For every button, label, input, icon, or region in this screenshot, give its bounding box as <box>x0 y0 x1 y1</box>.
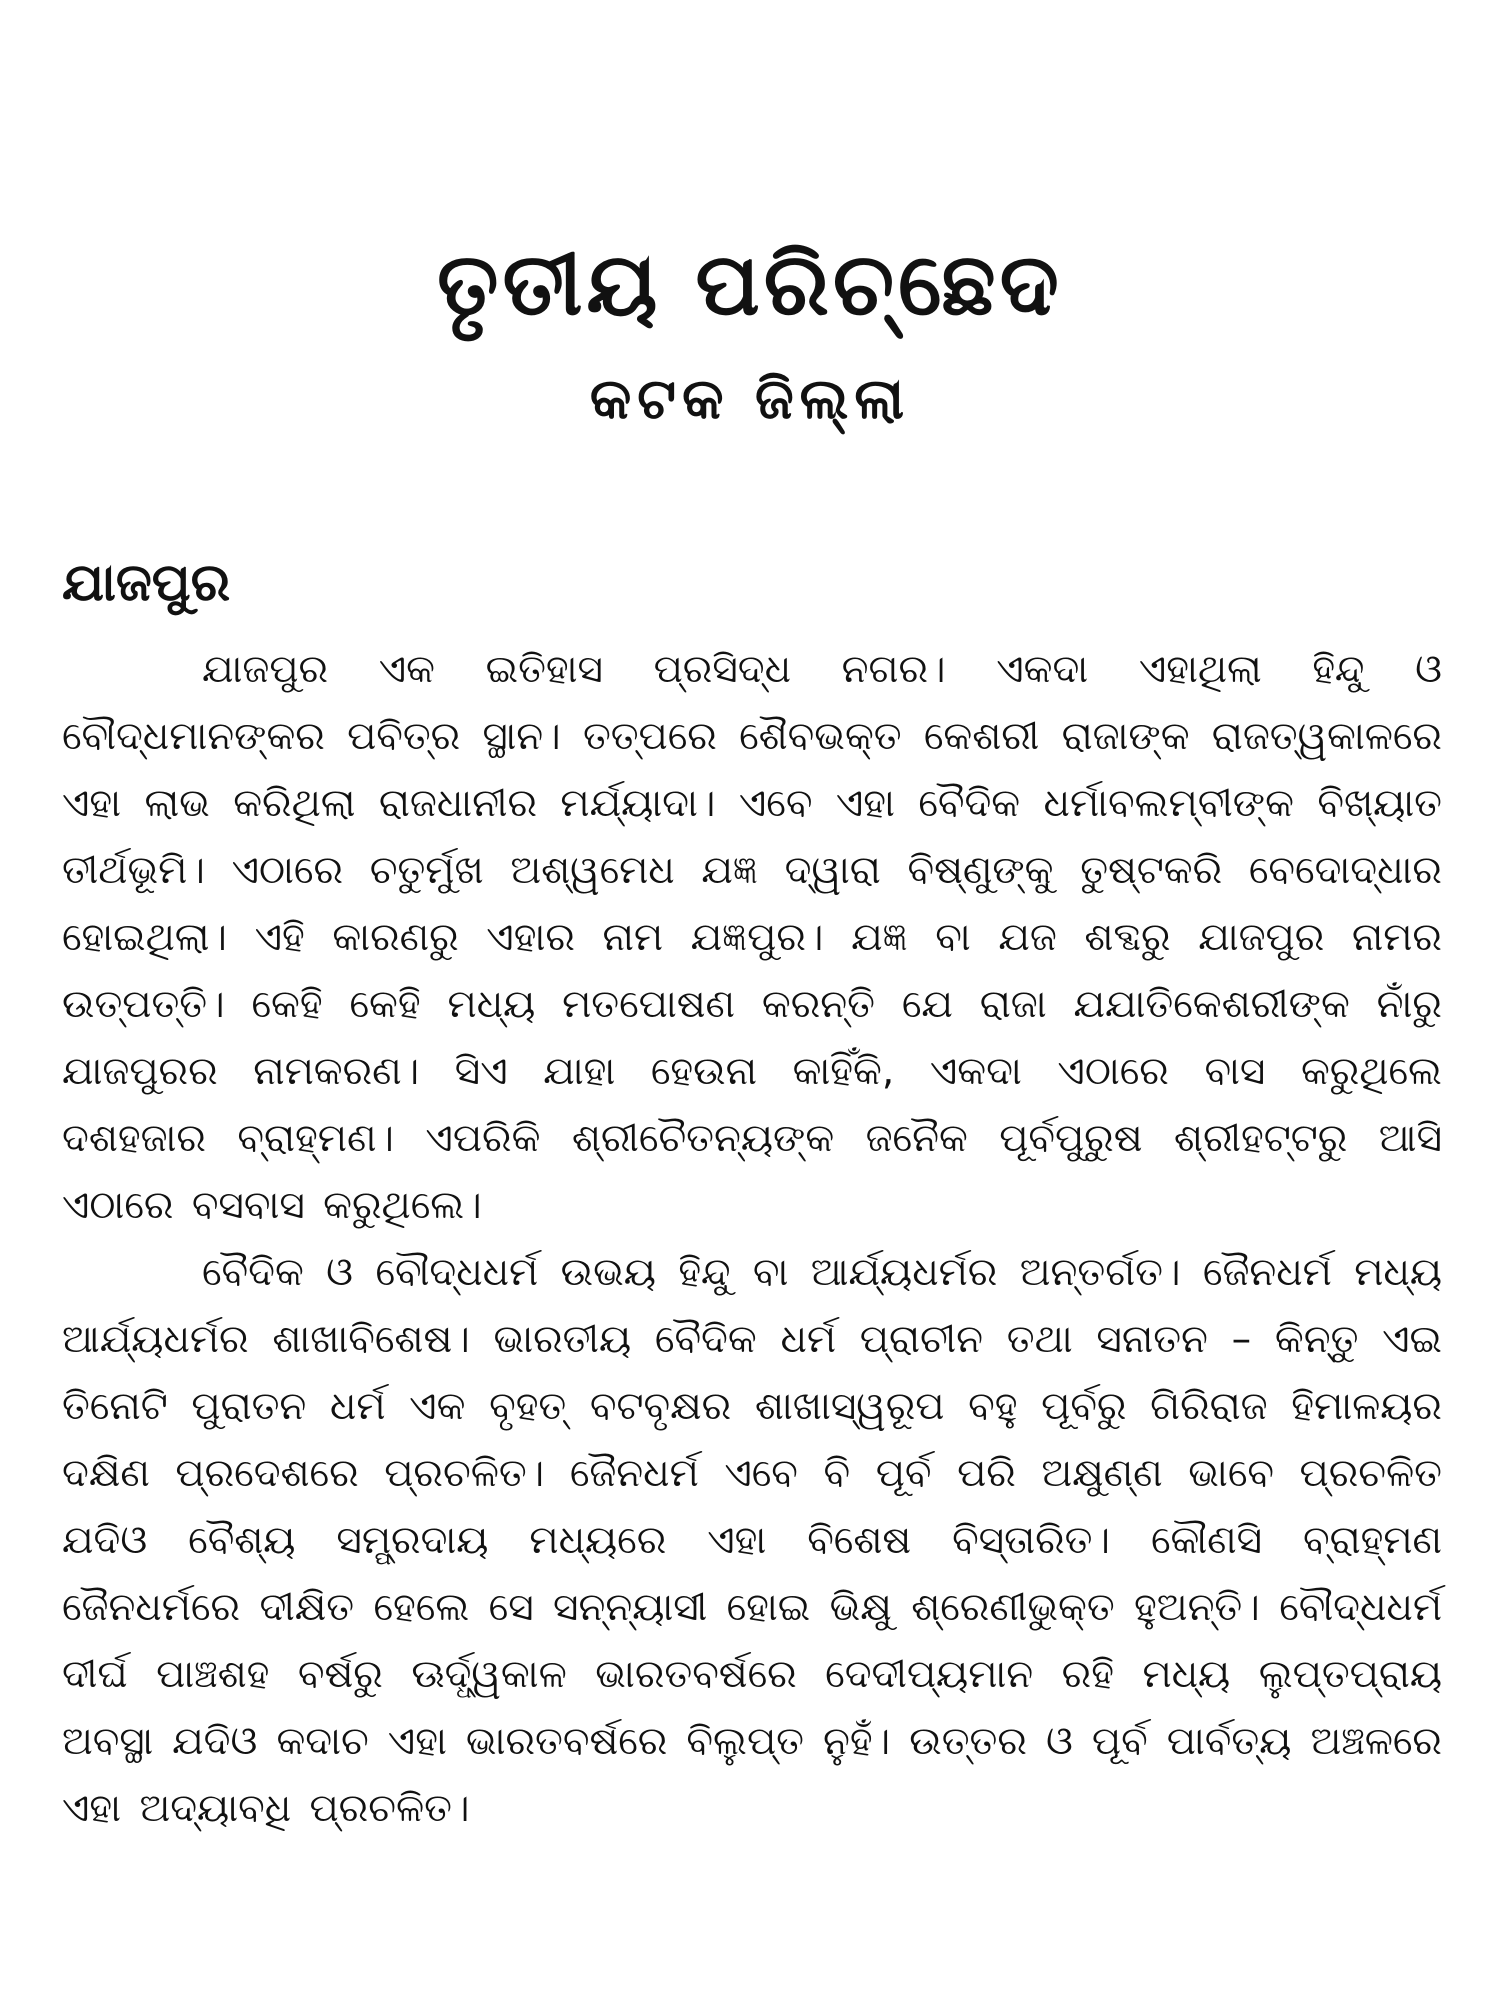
chapter-subtitle: କଟକ ଜିଲ୍ଲା <box>589 367 911 432</box>
paragraph: ଯାଜପୁର ଏକ ଇତିହାସ ପ୍ରସିଦ୍ଧ ନଗର। ଏକଦା ଏହାଥିଲା ହିନ୍ଦୁ ଓ ବୌଦ୍ଧମାନଙ୍କର ପବିତ୍ର ସ୍ଥାନ। ତତ୍ପରେ ଶୈବଭକ୍ତ କେଶରୀ ରାଜାଙ୍କ ରାଜତ୍ୱକାଳରେ ଏହା ଲାଭ କରିଥିଲା ରାଜଧାନୀର ମର୍ଯ୍ୟାଦା। ଏବେ ଏହା ବୈଦିକ ଧର୍ମାବଲମ୍ବୀଙ୍କ ବିଖ୍ୟାତ ତୀର୍ଥଭୂମି। ଏଠାରେ ଚତୁର୍ମୁଖ ଅଶ୍ୱମେଧ ଯଜ୍ଞ ଦ୍ୱାରା ବିଷ୍ଣୁଙ୍କୁ ତୁଷ୍ଟକରି ବେଦୋଦ୍ଧାର ହୋଇଥିଲା। ଏହି କାରଣରୁ ଏହାର ନାମ ଯଜ୍ଞପୁର। ଯଜ୍ଞ ବା ଯଜ ଶବ୍ଦରୁ ଯାଜପୁର ନାମର ଉତ୍ପତ୍ତି। କେହି କେହି ମଧ୍ୟ ମତପୋଷଣ କରନ୍ତି ଯେ ରାଜା ଯଯାତିକେଶରୀଙ୍କ ନାଁରୁ ଯାଜପୁରର ନାମକରଣ। ସିଏ ଯାହା ହେଉନା କାହିଁକି, ଏକଦା ଏଠାରେ ବାସ କରୁଥିଲେ ଦଶହଜାର ବ୍ରାହ୍ମଣ। ଏପରିକି ଶ୍ରୀଚୈତନ୍ୟଙ୍କ ଜନୈକ ପୂର୍ବପୁରୁଷ ଶ୍ରୀହଟ୍ଟରୁ ଆସି ଏଠାରେ ବସବାସ କରୁଥିଲେ। <box>62 647 1442 1228</box>
body-text <box>62 636 1442 1842</box>
chapter-title: ତୃତୀୟ ପରିଚ୍ଛେଦ <box>437 235 1063 335</box>
paragraph: ବୈଦିକ ଓ ବୌଦ୍ଧଧର୍ମ ଉଭୟ ହିନ୍ଦୁ ବା ଆର୍ଯ୍ୟଧର୍ମର ଅନ୍ତର୍ଗତ। ଜୈନଧର୍ମ ମଧ୍ୟ ଆର୍ଯ୍ୟଧର୍ମର ଶାଖାବିଶେଷ। ଭାରତୀୟ ବୈଦିକ ଧର୍ମ ପ୍ରାଚୀନ ତଥା ସନାତନ – କିନ୍ତୁ ଏଇ ତିନୋଟି ପୁରାତନ ଧର୍ମ ଏକ ବୃହତ୍ ବଟବୃକ୍ଷର ଶାଖାସ୍ୱରୂପ ବହୁ ପୂର୍ବରୁ ଗିରିରାଜ ହିମାଳୟର ଦକ୍ଷିଣ ପ୍ରଦେଶରେ ପ୍ରଚଳିତ। ଜୈନଧର୍ମ ଏବେ ବି ପୂର୍ବ ପରି ଅକ୍ଷୁଣ୍ଣ ଭାବେ ପ୍ରଚଳିତ ଯଦିଓ ବୈଶ୍ୟ ସମ୍ପ୍ରଦାୟ ମଧ୍ୟରେ ଏହା ବିଶେଷ ବିସ୍ତାରିତ। କୌଣସି ବ୍ରାହ୍ମଣ ଜୈନଧର୍ମରେ ଦୀକ୍ଷିତ ହେଲେ ସେ ସନ୍ନ୍ୟାସୀ ହୋଇ ଭିକ୍ଷୁ ଶ୍ରେଣୀଭୁକ୍ତ ହୁଅନ୍ତି। ବୌଦ୍ଧଧର୍ମ ଦୀର୍ଘ ପାଞ୍ଚଶହ ବର୍ଷରୁ ଊର୍ଦ୍ଧ୍ୱକାଳ ଭାରତବର୍ଷରେ ଦେଦୀପ୍ୟମାନ ରହି ମଧ୍ୟ ଲୁପ୍ତପ୍ରାୟ ଅବସ୍ଥା ଯଦିଓ କଦାଚ ଏହା ଭାରତବର୍ଷରେ ବିଲୁପ୍ତ ନୁହଁ। ଉତ୍ତର ଓ ପୂର୍ବ ପାର୍ବତ୍ୟ ଅଞ୍ଚଳରେ ଏହା ଅଦ୍ୟାବଧି ପ୍ରଚଳିତ। <box>62 1250 1442 1831</box>
section-heading: ଯାଜପୁର <box>62 553 231 613</box>
